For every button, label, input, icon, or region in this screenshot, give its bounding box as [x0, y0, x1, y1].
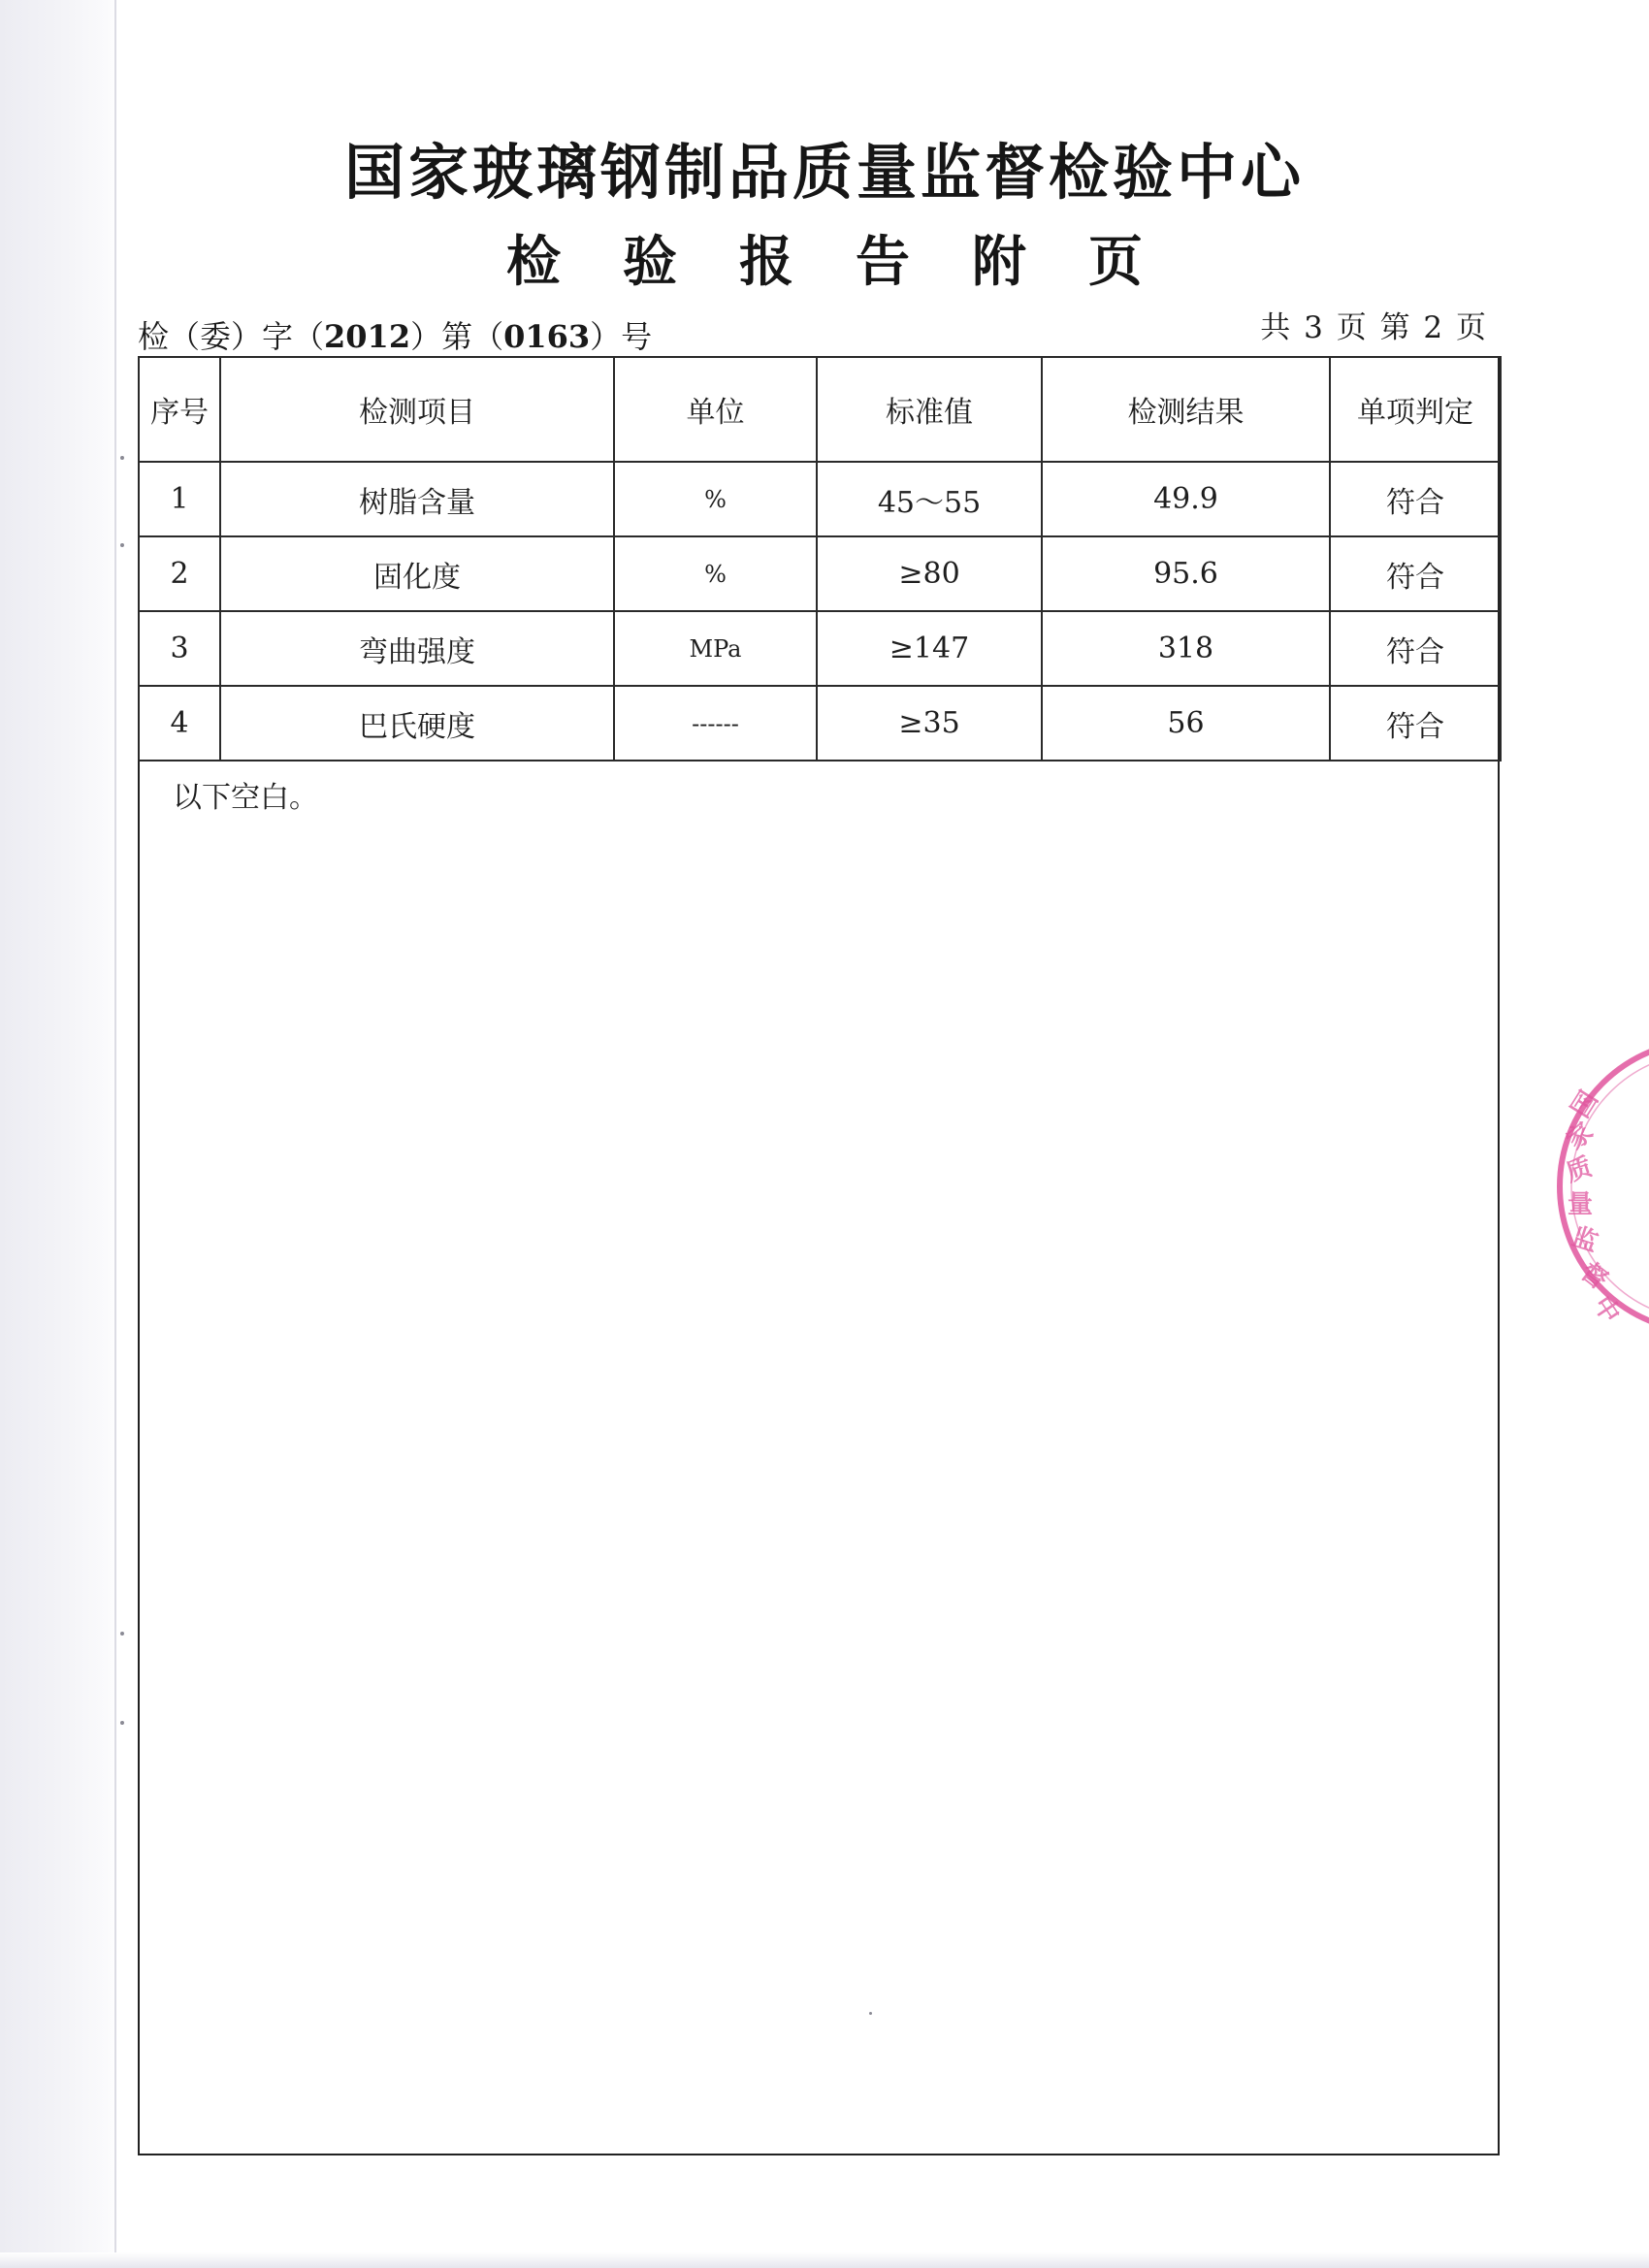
column-header-standard: 标准值: [817, 357, 1042, 462]
scan-speck: [869, 2012, 872, 2015]
blank-below-note: 以下空白。: [173, 781, 318, 815]
svg-text:国: 国: [1566, 1085, 1604, 1123]
scan-speck: [120, 456, 124, 460]
scan-speck: [120, 1632, 124, 1636]
table-row: [139, 462, 1501, 536]
cell-result: 56: [1042, 686, 1330, 761]
cell-verdict: 符合: [1330, 462, 1501, 536]
ref-number: 0163: [503, 318, 591, 355]
table-row: [139, 611, 1501, 686]
cell-result: 95.6: [1042, 536, 1330, 611]
cell-standard: ≥80: [817, 536, 1042, 611]
cell-no: 1: [139, 462, 220, 536]
page-count: 共 3 页 第 2 页: [1260, 310, 1488, 345]
cell-unit: MPa: [614, 611, 817, 686]
column-header-verdict: 单项判定: [1330, 357, 1501, 462]
scan-speck: [120, 543, 124, 547]
cell-no: 3: [139, 611, 220, 686]
column-header-unit: 单位: [614, 357, 817, 462]
ref-middle: ）第（: [410, 318, 504, 355]
cell-verdict: 符合: [1330, 536, 1501, 611]
ref-year: 2012: [324, 318, 411, 355]
table-header-row: [139, 357, 1501, 462]
svg-text:家: 家: [1561, 1117, 1600, 1156]
cell-item: 弯曲强度: [220, 611, 614, 686]
cell-result: 318: [1042, 611, 1330, 686]
cell-standard: 45～55: [817, 462, 1042, 536]
cell-unit: %: [614, 462, 817, 536]
svg-text:质: 质: [1562, 1152, 1596, 1188]
svg-text:中: 中: [1587, 1291, 1626, 1329]
cell-item: 固化度: [220, 536, 614, 611]
inspection-seal: [1538, 1030, 1649, 1343]
cell-item: 巴氏硬度: [220, 686, 614, 761]
cell-unit: %: [614, 536, 817, 611]
cell-no: 2: [139, 536, 220, 611]
cell-no: 4: [139, 686, 220, 761]
scan-speck: [120, 1721, 124, 1725]
scan-bottom-edge: [0, 2252, 1649, 2268]
cell-item: 树脂含量: [220, 462, 614, 536]
column-header-no: 序号: [139, 357, 220, 462]
svg-text:督: 督: [1574, 1256, 1613, 1296]
column-header-item: 检测项目: [220, 357, 614, 462]
cell-standard: ≥35: [817, 686, 1042, 761]
svg-text:量: 量: [1568, 1190, 1594, 1219]
institution-title: 国家玻璃钢制品质量监督检验中心: [343, 137, 1305, 208]
scan-binding-line: [114, 0, 116, 2268]
cell-standard: ≥147: [817, 611, 1042, 686]
report-reference-number: [138, 312, 652, 357]
cell-verdict: 符合: [1330, 611, 1501, 686]
column-header-result: 检测结果: [1042, 357, 1330, 462]
cell-result: 49.9: [1042, 462, 1330, 536]
scan-left-edge: [0, 0, 118, 2268]
ref-prefix: 检（委）字（: [138, 318, 325, 355]
results-table: [138, 356, 1502, 761]
report-title: 检验报告附页: [506, 231, 1205, 294]
cell-unit: ------: [614, 686, 817, 761]
table-row: [139, 686, 1501, 761]
cell-verdict: 符合: [1330, 686, 1501, 761]
ref-suffix: ）号: [590, 318, 653, 355]
svg-text:监: 监: [1568, 1222, 1601, 1258]
table-row: [139, 536, 1501, 611]
